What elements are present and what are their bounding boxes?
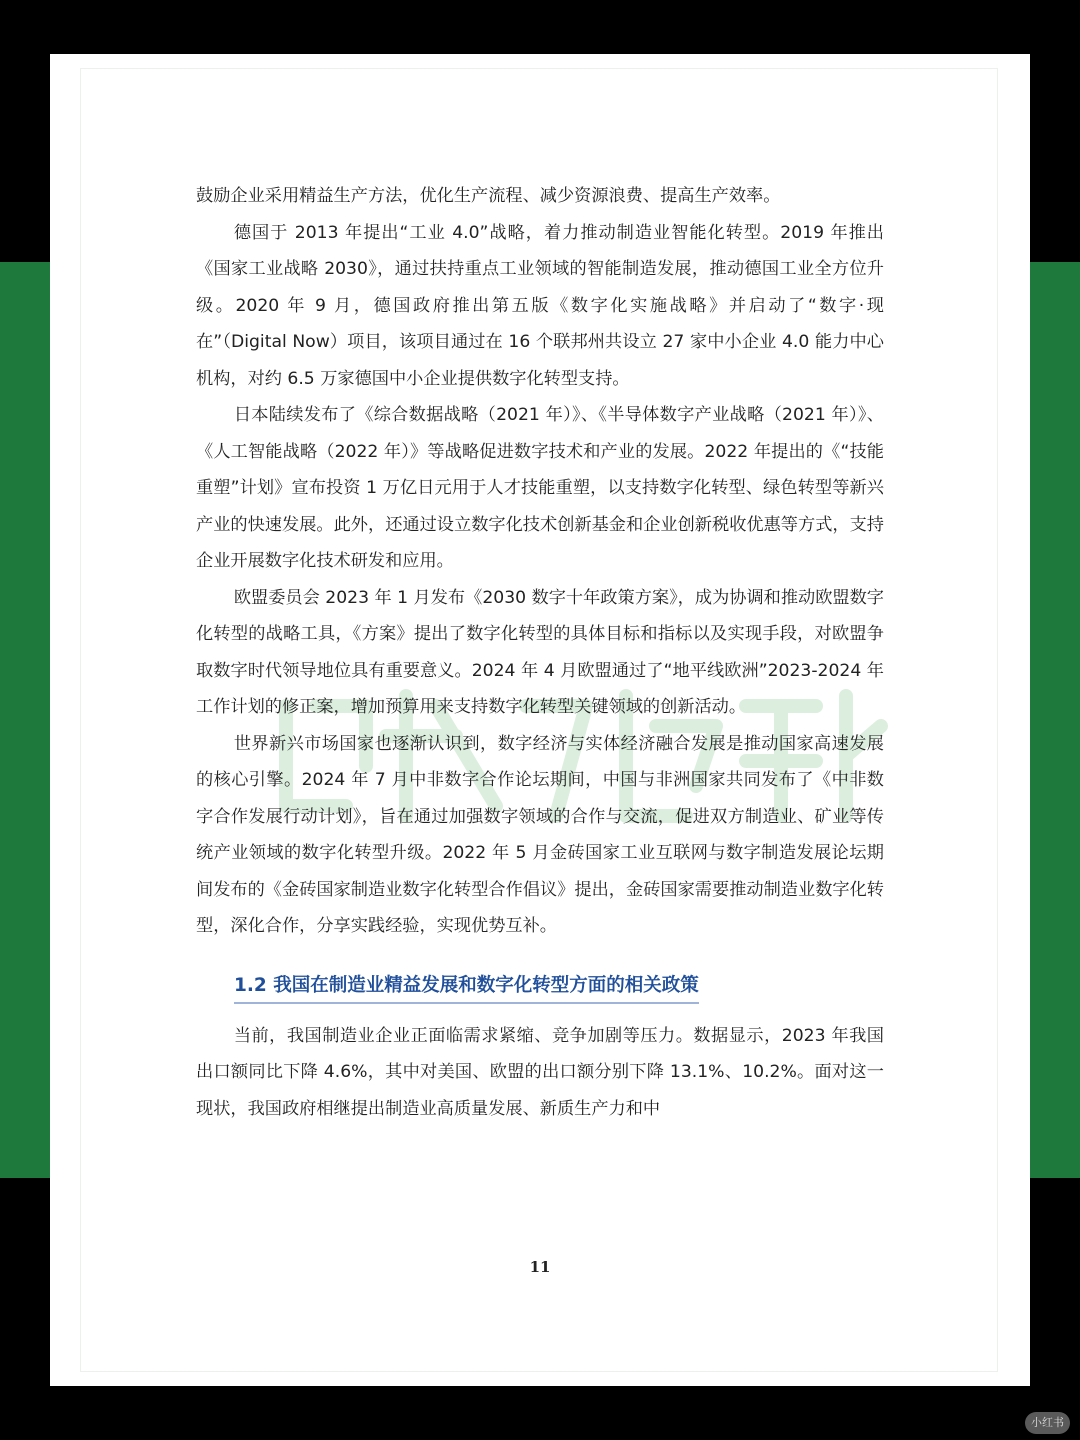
section-heading: 1.2 我国在制造业精益发展和数字化转型方面的相关政策 (234, 971, 699, 1004)
paragraph: 当前，我国制造业企业正面临需求紧缩、竞争加剧等压力。数据显示，2023 年我国出口额同比下降 4.6%，其中对美国、欧盟的出口额分别下降 13.1%、10.2%。面对这一现状，我国政府相继提出制造业高质量发展、新质生产力和中 (196, 1025, 884, 1119)
document-body (196, 178, 884, 1127)
paragraph: 世界新兴市场国家也逐渐认识到，数字经济与实体经济融合发展是推动国家高速发展的核心引擎。2024 年 7 月中非数字合作论坛期间，中国与非洲国家共同发布了《中非数字合作发展行动计划》，旨在通过加强数字领域的合作与交流，促进双方制造业、矿业等传统产业领域的数字化转型升级。2022 年 5 月金砖国家工业互联网与数字制造发展论坛期间发布的《金砖国家制造业数字化转型合作倡议》提出，金砖国家需要推动制造业数字化转型，深化合作，分享实践经验，实现优势互补。 (196, 733, 884, 936)
paragraph: 鼓励企业采用精益生产方法，优化生产流程、减少资源浪费、提高生产效率。 (196, 186, 781, 206)
corner-watermark-badge: 小红书 (1025, 1412, 1070, 1434)
paragraph: 欧盟委员会 2023 年 1 月发布《2030 数字十年政策方案》，成为协调和推动欧盟数字化转型的战略工具，《方案》提出了数字化转型的具体目标和指标以及实现手段，对欧盟争取数字时代领导地位具有重要意义。2024 年 4 月欧盟通过了“地平线欧洲”2023-2024 年工作计划的修正案，增加预算用来支持数字化转型关键领域的创新活动。 (196, 587, 884, 717)
paragraph: 德国于 2013 年提出“工业 4.0”战略，着力推动制造业智能化转型。2019 年推出《国家工业战略 2030》，通过扶持重点工业领域的智能制造发展，推动德国工业全方位升级。2020 年 9 月，德国政府推出第五版《数字化实施战略》并启动了“数字·现在”（Digital Now）项目，该项目通过在 16 个联邦州共设立 27 家中小企业 4.0 能力中心机构，对约 6.5 万家德国中小企业提供数字化转型支持。 (196, 222, 884, 389)
paragraph: 日本陆续发布了《综合数据战略（2021 年）》、《半导体数字产业战略（2021 年）》、《人工智能战略（2022 年）》等战略促进数字技术和产业的发展。2022 年提出的《“技能重塑”计划》宣布投资 1 万亿日元用于人才技能重塑，以支持数字化转型、绿色转型等新兴产业的快速发展。此外，还通过设立数字化技术创新基金和企业创新税收优惠等方式，支持企业开展数字化技术研发和应用。 (196, 405, 884, 571)
page-number: 11 (529, 1258, 551, 1276)
document-page (50, 54, 1030, 1386)
